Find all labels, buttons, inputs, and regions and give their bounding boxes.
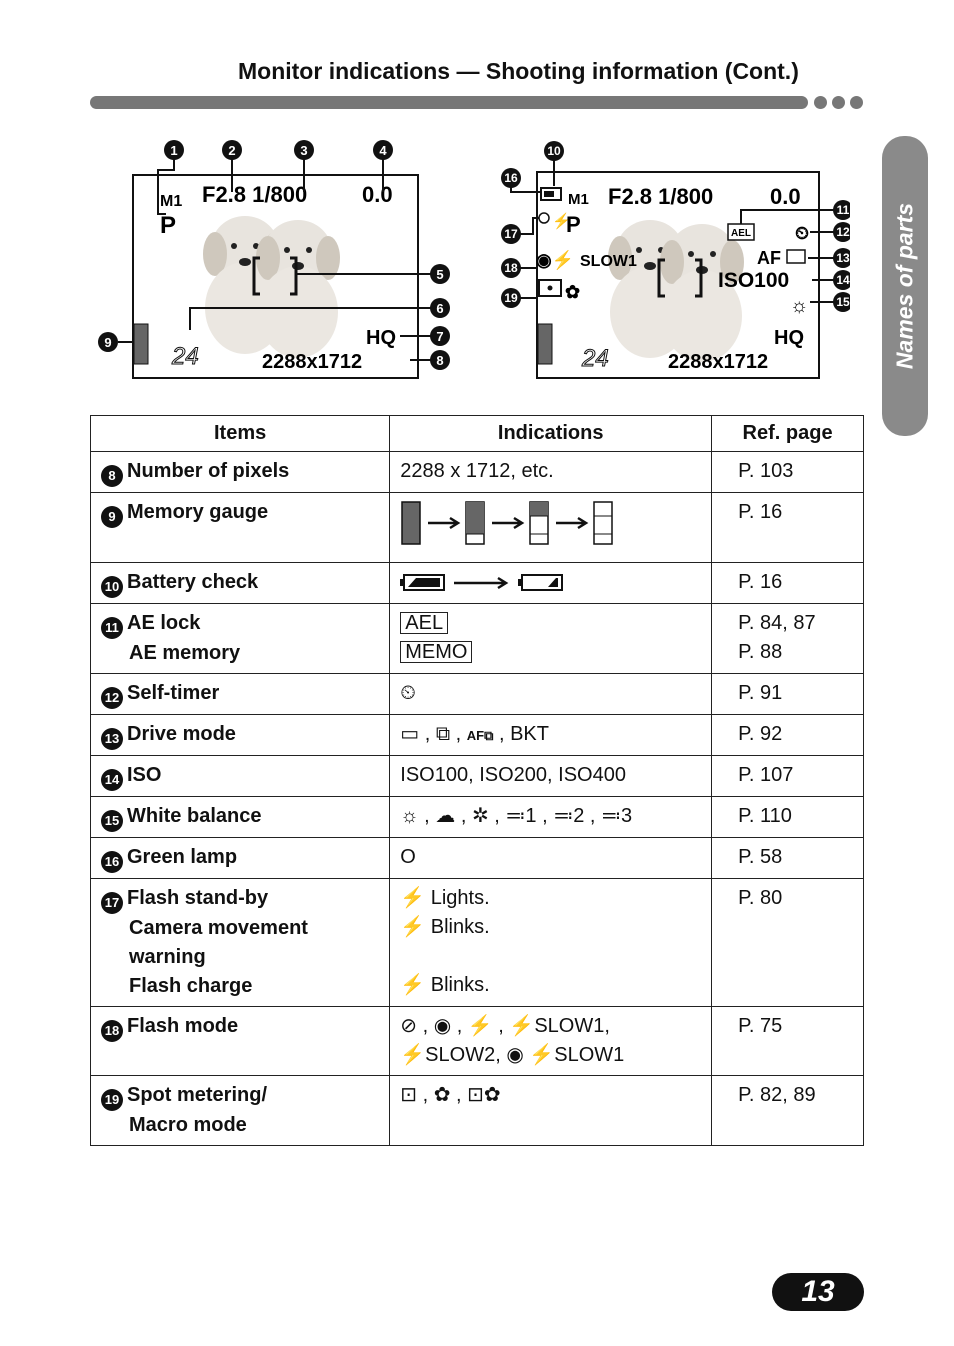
callout-num: 8 <box>436 353 444 368</box>
left-frames: 24 <box>172 343 199 370</box>
flash-mode-text: SLOW2, <box>425 1044 501 1066</box>
eye-icon: ◉⚡ <box>536 250 575 270</box>
callout-num: 1 <box>170 143 178 158</box>
item-name: Drive mode <box>127 723 236 745</box>
item-number: 15 <box>101 810 123 832</box>
left-resolution: 2288x1712 <box>262 351 363 373</box>
page-number: 13 <box>772 1273 864 1311</box>
drive-icon <box>787 250 805 263</box>
item-number: 19 <box>101 1089 123 1111</box>
column-header: Indications <box>390 416 712 452</box>
macro-icon: ✿ <box>433 1084 451 1106</box>
sequential-icon: ⧉ <box>435 723 451 745</box>
table-header-row <box>91 416 864 452</box>
right-ael: AEL <box>731 228 751 239</box>
callout-num: 17 <box>504 227 518 241</box>
indication-text: Lights. <box>430 887 490 909</box>
ref-page: P. 110 <box>738 805 792 827</box>
item-name: Battery check <box>127 571 259 593</box>
column-header: Ref. page <box>712 416 864 452</box>
callout-num: 19 <box>504 291 518 305</box>
callout-num: 11 <box>836 203 850 217</box>
my-mode-icon: M1 <box>160 193 183 210</box>
item-name: AE lock <box>127 612 201 634</box>
indication-text: Blinks. <box>430 974 490 996</box>
right-shutter-info: F2.8 1/800 <box>608 184 714 209</box>
table-row <box>91 493 864 563</box>
callout-num: 3 <box>300 143 308 158</box>
item-number: 14 <box>101 769 123 791</box>
wb-tungsten-icon: ✲ <box>471 805 489 827</box>
wb-cloud-icon: ☁ <box>435 805 456 827</box>
side-tab-label: Names of parts <box>891 202 918 370</box>
table-row: 15 White balance ☼ , ☁ , ✲ , ≕1 , ≕2 , ≕3 P. 110 <box>91 797 864 838</box>
flash-icon: ⚡ <box>529 1044 555 1066</box>
item-name: Green lamp <box>127 846 238 868</box>
column-header: Items <box>91 416 390 452</box>
right-iso: ISO100 <box>718 269 790 292</box>
macro-icon: ✿ <box>565 282 581 302</box>
item-name: Flash charge <box>129 975 253 997</box>
item-name: White balance <box>127 805 262 827</box>
indication-text: 2288 x 1712, etc. <box>400 460 554 482</box>
item-number: 18 <box>101 1020 123 1042</box>
item-number: 8 <box>101 465 123 487</box>
indication-text: O <box>400 846 416 868</box>
callout-num: 5 <box>436 267 444 282</box>
item-name: Macro mode <box>129 1114 247 1136</box>
red-eye-icon: ◉ <box>506 1044 524 1066</box>
right-flash-mode: SLOW1 <box>580 253 637 270</box>
memory-gauge-icon <box>400 498 620 548</box>
memory-gauge-icon <box>134 324 148 364</box>
flash-off-icon: ⊘ <box>400 1015 418 1037</box>
memo-indicator: MEMO <box>400 641 472 663</box>
item-name: Flash stand-by <box>127 887 269 909</box>
left-mode: P <box>160 212 177 239</box>
green-lamp-icon <box>539 213 549 223</box>
single-frame-icon: ▭ <box>400 723 420 745</box>
ref-page: P. 58 <box>738 846 783 868</box>
ref-page: P. 103 <box>738 460 794 482</box>
callout-num: 13 <box>836 251 850 265</box>
self-timer-icon: ⏲ <box>400 682 416 704</box>
right-frames: 24 <box>582 345 609 372</box>
wb-sun-icon: ☼ <box>790 295 809 317</box>
self-timer-icon: ⏲ <box>795 223 810 243</box>
af-sequential-icon: AF⧉ <box>466 728 494 743</box>
callout-num: 2 <box>228 143 236 158</box>
item-name: ISO <box>127 764 162 786</box>
indication-text: ISO100, ISO200, ISO400 <box>400 764 626 786</box>
ref-page: P. 75 <box>738 1015 783 1037</box>
wb-fluorescent-3-icon: ≕3 <box>600 805 633 827</box>
left-screen <box>98 140 450 378</box>
right-resolution: 2288x1712 <box>668 351 769 373</box>
header-dot <box>814 96 827 109</box>
ref-page: P. 82, 89 <box>738 1084 816 1106</box>
right-exposure: 0.0 <box>770 184 801 209</box>
item-name: Spot metering/ <box>127 1084 268 1106</box>
item-number: 10 <box>101 576 123 598</box>
wb-fluorescent-2-icon: ≕2 <box>553 805 585 827</box>
header-bar <box>90 96 808 109</box>
callout-num: 7 <box>436 329 444 344</box>
spot-metering-icon: ⊡ <box>400 1084 418 1106</box>
battery-check-icon <box>400 572 570 594</box>
table-row <box>91 838 864 879</box>
flash-mode-text: SLOW1, <box>534 1015 610 1037</box>
table-row <box>91 879 864 1007</box>
my-mode-icon: M1 <box>568 191 589 208</box>
right-quality: HQ <box>774 327 804 349</box>
ref-page: P. 107 <box>738 764 794 786</box>
indication-text: Blinks. <box>430 916 490 938</box>
indications-table <box>90 415 864 1146</box>
table-row: 18 Flash mode ⊘ , ◉ , ⚡ , ⚡SLOW1, ⚡SLOW2, ◉ ⚡SLOW1 P. 75 <box>91 1007 864 1076</box>
left-shutter-info: F2.8 1/800 <box>202 182 308 207</box>
item-name: Camera movement warning <box>129 917 308 968</box>
flash-standby-icon: ⚡ <box>552 213 571 230</box>
left-quality: HQ <box>366 327 396 349</box>
flash-icon: ⚡ <box>400 974 426 996</box>
callout-num: 9 <box>104 335 112 350</box>
table-row <box>91 674 864 715</box>
item-number: 17 <box>101 892 123 914</box>
page-header: Monitor indications — Shooting information (Cont.) <box>238 58 799 84</box>
table-row <box>91 563 864 604</box>
item-number: 9 <box>101 506 123 528</box>
table-row: 13 Drive mode ▭ , ⧉ , AF⧉ , BKT P. 92 <box>91 715 864 756</box>
wb-sun-icon: ☼ <box>400 805 419 827</box>
ref-page: P. 16 <box>738 571 783 593</box>
flash-icon: ⚡ <box>509 1015 535 1037</box>
monitor-diagram <box>90 130 850 385</box>
header-dot <box>832 96 845 109</box>
right-drive: AF <box>757 248 781 268</box>
callout-num: 4 <box>379 143 387 158</box>
ref-page: P. 92 <box>738 723 783 745</box>
wb-fluorescent-1-icon: ≕1 <box>505 805 537 827</box>
left-exposure: 0.0 <box>362 182 393 207</box>
flash-icon: ⚡ <box>400 887 426 909</box>
table-row <box>91 604 864 674</box>
item-name: AE memory <box>129 642 241 664</box>
flash-icon: ⚡ <box>400 1044 426 1066</box>
ref-page: P. 80 <box>738 887 783 909</box>
ref-page: P. 84, 87 <box>738 612 816 634</box>
table-row <box>91 452 864 493</box>
callout-num: 16 <box>504 171 518 185</box>
callout-num: 15 <box>836 295 850 309</box>
ael-indicator: AEL <box>400 612 448 634</box>
table-row <box>91 756 864 797</box>
ref-page: P. 91 <box>738 682 783 704</box>
spot-macro-icon: ⊡✿ <box>467 1084 501 1106</box>
right-screen <box>501 141 850 378</box>
red-eye-icon: ◉ <box>433 1015 452 1037</box>
right-mode: P <box>566 212 581 237</box>
table-row: 19 Spot metering/ Macro mode ⊡ , ✿ , ⊡✿ P. 82, 89 <box>91 1076 864 1146</box>
item-number: 16 <box>101 851 123 873</box>
callout-num: 6 <box>436 301 444 316</box>
flash-icon: ⚡ <box>400 916 426 938</box>
item-name: Number of pixels <box>127 460 290 482</box>
header-dot <box>850 96 863 109</box>
callout-num: 12 <box>836 225 850 239</box>
memory-gauge-icon <box>538 324 552 364</box>
side-tab <box>882 136 928 436</box>
bkt-label: BKT <box>510 723 549 745</box>
flash-mode-text: SLOW1 <box>554 1044 625 1066</box>
ref-page: P. 16 <box>738 501 783 523</box>
item-name: Memory gauge <box>127 501 269 523</box>
callout-num: 14 <box>836 273 850 287</box>
callout-num: 10 <box>547 144 561 158</box>
item-number: 11 <box>101 617 123 639</box>
flash-icon: ⚡ <box>467 1015 493 1037</box>
item-number: 12 <box>101 687 123 709</box>
item-name: Self-timer <box>127 682 220 704</box>
item-name: Flash mode <box>127 1015 239 1037</box>
callout-num: 18 <box>504 261 518 275</box>
ref-page: P. 88 <box>738 641 783 663</box>
item-number: 13 <box>101 728 123 750</box>
